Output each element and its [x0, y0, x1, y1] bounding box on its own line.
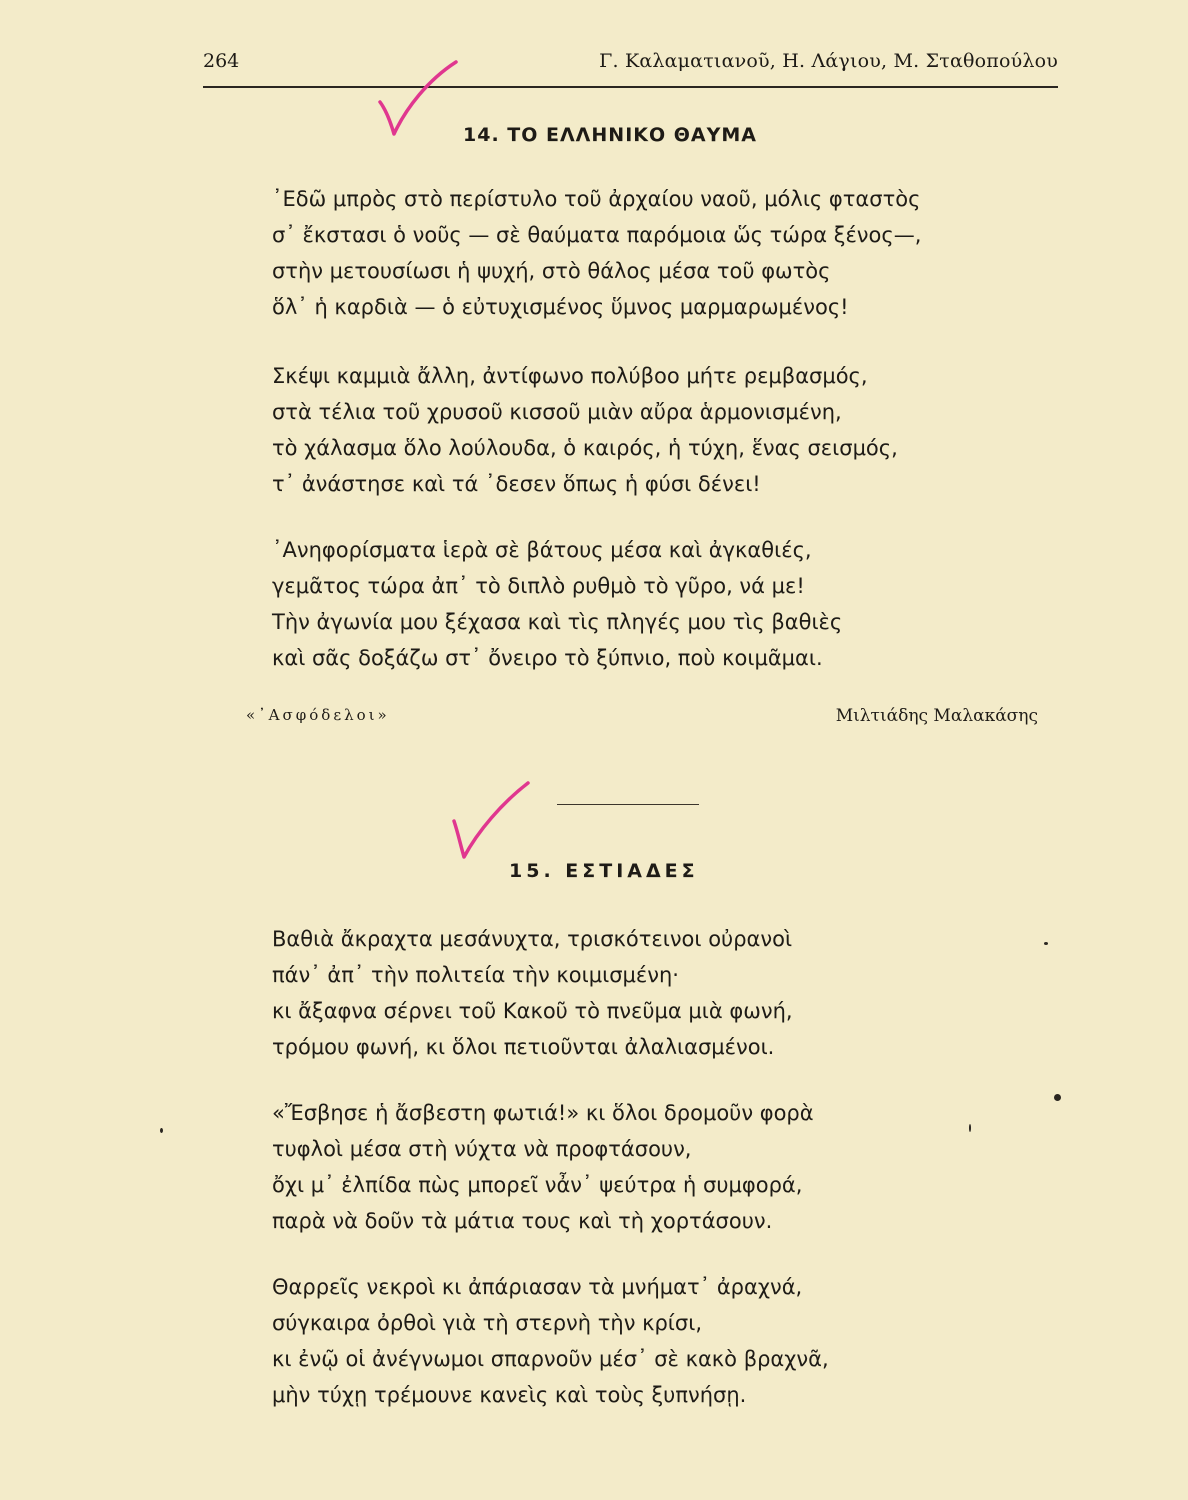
poem-15-stanza-1 [272, 921, 793, 1065]
poem-15-stanza-3 [272, 1269, 829, 1413]
ink-speck [969, 1124, 971, 1132]
verse-line: γεμᾶτος τώρα ἀπ᾿ τὸ διπλὸ ρυθμὸ τὸ γῦρο, νά με! [272, 574, 805, 598]
poem-14-title: 14. ΤΟ ΕΛΛΗΝΙΚΟ ΘΑΥΜΑ [463, 124, 757, 146]
verse-line: Βαθιὰ ἄκραχτα μεσάνυχτα, τρισκότεινοι οὐρανοὶ [272, 927, 793, 951]
verse-line: καὶ σᾶς δοξάζω στ᾿ ὄνειρο τὸ ξύπνιο, ποὺ κοιμᾶμαι. [272, 646, 823, 670]
verse-line: στὰ τέλια τοῦ χρυσοῦ κισσοῦ μιὰν αὔρα ἁρμονισμένη, [272, 400, 842, 424]
verse-line: στὴν μετουσίωσι ἡ ψυχή, στὸ θάλος μέσα τοῦ φωτὸς [272, 259, 831, 283]
verse-line: «Ἔσβησε ἡ ἄσβεστη φωτιά!» κι ὅλοι δρομοῦν φορὰ [272, 1101, 814, 1125]
poem-15-stanza-2 [272, 1095, 814, 1239]
verse-line: μὴν τύχῃ τρέμουνε κανεὶς καὶ τοὺς ξυπνήσῃ. [272, 1383, 747, 1407]
poem-14-stanza-2 [272, 358, 898, 502]
ink-speck [160, 1128, 163, 1133]
verse-line: τὸ χάλασμα ὅλο λούλουδα, ὁ καιρός, ἡ τύχη, ἕνας σεισμός, [272, 436, 898, 460]
verse-line: Τὴν ἀγωνία μου ξέχασα καὶ τὶς πληγές μου τὶς βαθιὲς [272, 610, 843, 634]
header-rule [203, 86, 1058, 88]
verse-line: σ᾿ ἔκστασι ὁ νοῦς — σὲ θαύματα παρόμοια ὥς τώρα ξένος—, [272, 223, 922, 247]
verse-line: πάν᾿ ἀπ᾿ τὴν πολιτεία τὴν κοιμισμένη· [272, 963, 679, 987]
verse-line: παρὰ νὰ δοῦν τὰ μάτια τους καὶ τὴ χορτάσουν. [272, 1209, 773, 1233]
verse-line: κι ἐνῷ οἱ ἀνέγνωμοι σπαρνοῦν μέσ᾿ σὲ κακὸ βραχνᾶ, [272, 1347, 829, 1371]
section-divider [557, 804, 699, 805]
poem-14-stanza-1 [272, 181, 921, 325]
ink-speck [1054, 1094, 1061, 1101]
verse-line: κι ἄξαφνα σέρνει τοῦ Κακοῦ τὸ πνεῦμα μιὰ φωνή, [272, 999, 793, 1023]
checkmark-icon [450, 777, 534, 863]
verse-line: τρόμου φωνή, κι ὅλοι πετιοῦνται ἀλαλιασμένοι. [272, 1035, 775, 1059]
verse-line: ᾿Ανηφορίσματα ἱερὰ σὲ βάτους μέσα καὶ ἀγκαθιές, [272, 538, 812, 562]
poem-14-source: «᾿Ασφόδελοι» [246, 706, 390, 724]
poem-14-author: Μιλτιάδης Μαλακάσης [835, 706, 1038, 726]
verse-line: Θαρρεῖς νεκροὶ κι ἀπάριασαν τὰ μνήματ᾿ ἀραχνά, [272, 1275, 803, 1299]
verse-line: ᾿Εδῶ μπρὸς στὸ περίστυλο τοῦ ἀρχαίου ναοῦ, μόλις φταστὸς [272, 187, 921, 211]
verse-line: ὄχι μ᾿ ἐλπίδα πὼς μπορεῖ νἆν᾿ ψεύτρα ἡ συμφορά, [272, 1173, 803, 1197]
ink-speck [1044, 942, 1048, 945]
verse-line: σύγκαιρα ὀρθοὶ γιὰ τὴ στερνὴ τὴν κρίσι, [272, 1311, 703, 1335]
checkmark-icon [376, 58, 460, 140]
poem-15-title: 15. ΕΣΤΙΑΔΕΣ [509, 860, 699, 882]
verse-line: τυφλοὶ μέσα στὴ νύχτα νὰ προφτάσουν, [272, 1137, 692, 1161]
verse-line: τ᾿ ἀνάστησε καὶ τά ᾿δεσεν ὅπως ἡ φύσι δένει! [272, 472, 761, 496]
running-title: Γ. Καλαματιανοῦ, Η. Λάγιου, Μ. Σταθοπούλου [599, 50, 1058, 72]
page-number: 264 [203, 50, 240, 72]
verse-line: ὅλ᾿ ἡ καρδιὰ — ὁ εὐτυχισμένος ὕμνος μαρμαρωμένος! [272, 295, 849, 319]
verse-line: Σκέψι καμμιὰ ἄλλη, ἀντίφωνο πολύβοο μήτε ρεμβασμός, [272, 364, 868, 388]
poem-14-stanza-3 [272, 532, 842, 676]
page-header [203, 48, 1058, 82]
